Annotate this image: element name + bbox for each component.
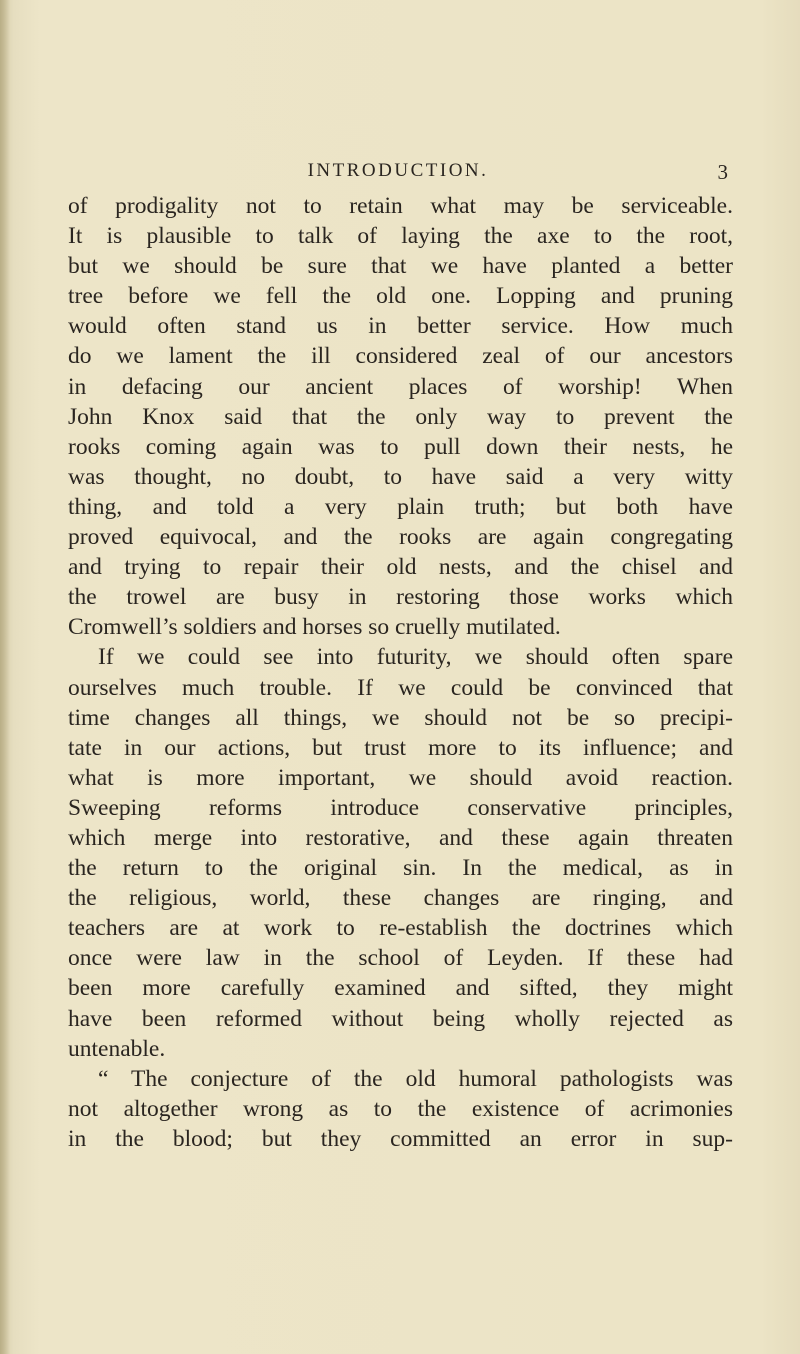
text-line: been more carefully examined and sifted, they might [68,975,733,1002]
text-line: ourselves much trouble. If we could be convinced that [68,674,733,701]
text-line: Sweeping reforms introduce conservative principles, [68,794,733,821]
running-title: INTRODUCTION. [307,160,489,181]
text-line: thing, and told a very plain truth; but both have [68,493,733,520]
text-line: It is plausible to talk of laying the axe to the root, [68,223,733,250]
text-line: proved equivocal, and the rooks are again congregating [68,524,733,551]
text-line: and trying to repair their old nests, and the chisel and [68,554,733,581]
text-line: the religious, world, these changes are ringing, and [68,885,733,912]
text-line: was thought, no doubt, to have said a very witty [68,463,733,490]
text-line: but we should be sure that we have planted a better [68,253,733,280]
text-line: tree before we fell the old one. Lopping and pruning [68,283,733,310]
text-line: the return to the original sin. In the medical, as in [68,855,733,882]
text-line: the trowel are busy in restoring those works which [68,584,733,611]
text-line: If we could see into futurity, we should often spare [98,644,733,671]
text-line: in defacing our ancient places of worship! When [68,373,733,400]
text-line: Cromwell’s soldiers and horses so cruelly mutilated. [68,614,561,641]
text-line: “ The conjecture of the old humoral pathologists was [98,1065,733,1092]
text-line: untenable. [68,1035,166,1062]
text-line: time changes all things, we should not be so precipi- [68,704,733,731]
binding-shadow [0,0,10,1354]
text-line: have been reformed without being wholly rejected as [68,1005,733,1032]
text-line: which merge into restorative, and these again threaten [68,824,733,851]
text-line: once were law in the school of Leyden. If these had [68,945,733,972]
text-line: do we lament the ill considered zeal of our ancestors [68,343,733,370]
text-line: teachers are at work to re-establish the doctrines which [68,915,733,942]
page-number: 3 [717,160,728,184]
text-line: of prodigality not to retain what may be serviceable. [68,193,733,219]
text-line: not altogether wrong as to the existence of acrimonies [68,1095,733,1122]
text-line: tate in our actions, but trust more to its influence; and [68,734,733,761]
text-line: rooks coming again was to pull down their nests, he [68,433,733,460]
text-line: John Knox said that the only way to prevent the [68,403,733,430]
body-text [68,191,733,1154]
text-line: would often stand us in better service. How much [68,313,733,340]
text-line: what is more important, we should avoid reaction. [68,764,733,791]
text-line: in the blood; but they committed an error in sup- [68,1125,733,1152]
running-head [68,160,728,190]
